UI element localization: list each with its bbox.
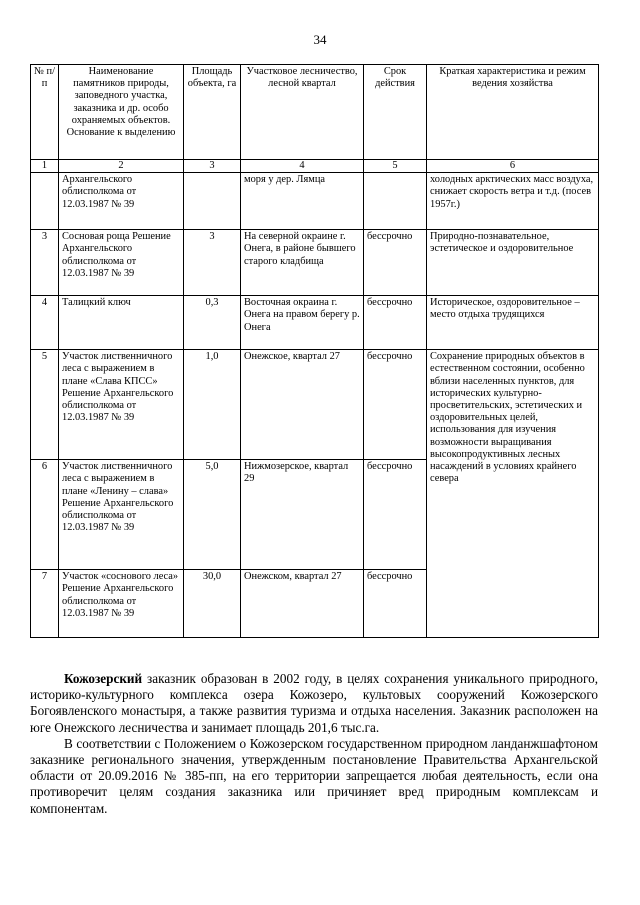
row-number: 3: [31, 230, 59, 296]
paragraph-text: заказник образован в 2002 году, в целях сохранения уникального природного, историко-культурного комплекса озера Кожозеро, культовых сооружений Кожозерского Богоявленского монастыря, а также развития туризма и отдыха населения. Заказник расположен на юге Онежского лесничества и занимает площадь 201,6 тыс.га.: [30, 671, 598, 735]
row-number: 6: [31, 460, 59, 570]
row-description: холодных арктических масс воздуха, снижает скорость ветра и т.д. (посев 1957г.): [427, 173, 599, 230]
paragraph: В соответствии с Положением о Кожозерском государственном природном ланданжшафтоном заказнике регионального значения, утвержденным постановление Правительства Архангельской области от 20.09.2016 № 385-пп, на его территории запрещается любая деятельность, если она противоречит целям создания заказника или причиняет вред природным комплексам и компонентам.: [30, 735, 598, 816]
column-number: 2: [59, 160, 184, 173]
row-forestry: Нижмозерское, квартал 29: [241, 460, 364, 570]
table-row: [31, 350, 599, 460]
row-forestry: Онежское, квартал 27: [241, 350, 364, 460]
page-number: 34: [313, 32, 327, 47]
table-row: [31, 296, 599, 350]
header-term: Срок действия: [364, 65, 427, 160]
row-name: Талицкий ключ: [59, 296, 184, 350]
header-name: Наименование памятников природы, заповедного участка, заказника и др. особо охраняемых объектов. Основание к выделению: [59, 65, 184, 160]
row-term: бессрочно: [364, 460, 427, 570]
row-area: 3: [184, 230, 241, 296]
row-name: Участок «соснового леса» Решение Архангельского облисполкома от 12.03.1987 № 39: [59, 570, 184, 638]
body-text: [30, 671, 598, 817]
column-number: 5: [364, 160, 427, 173]
row-number: 4: [31, 296, 59, 350]
protected-areas-table: [30, 64, 599, 638]
row-area: 0,3: [184, 296, 241, 350]
row-forestry: На северной окраине г. Онега, в районе бывшего старого кладбища: [241, 230, 364, 296]
row-name: Участок лиственничного леса с выражением в плане «Слава КПСС» Решение Архангельского облисполкома от 12.03.1987 № 39: [59, 350, 184, 460]
row-forestry: Восточная окраина г. Онега на правом берегу р. Онега: [241, 296, 364, 350]
row-number: [31, 173, 59, 230]
row-area: 30,0: [184, 570, 241, 638]
row-term: [364, 173, 427, 230]
table-header-row: [31, 65, 599, 160]
column-number: 6: [427, 160, 599, 173]
row-area: [184, 173, 241, 230]
header-number: № п/п: [31, 65, 59, 160]
row-term: бессрочно: [364, 350, 427, 460]
row-number: 7: [31, 570, 59, 638]
row-forestry: Онежском, квартал 27: [241, 570, 364, 638]
row-area: 5,0: [184, 460, 241, 570]
table-row: [31, 230, 599, 296]
row-description: Природно-познавательное, эстетическое и оздоровительное: [427, 230, 599, 296]
row-term: бессрочно: [364, 296, 427, 350]
row-forestry: моря у дер. Лямца: [241, 173, 364, 230]
row-name: Сосновая роща Решение Архангельского облисполкома от 12.03.1987 № 39: [59, 230, 184, 296]
header-area: Площадь объекта, га: [184, 65, 241, 160]
row-term: бессрочно: [364, 570, 427, 638]
column-number: 3: [184, 160, 241, 173]
paragraph: [30, 671, 598, 736]
table-row: [31, 173, 599, 230]
row-number: 5: [31, 350, 59, 460]
row-term: бессрочно: [364, 230, 427, 296]
row-name: Архангельского облисполкома от 12.03.1987 № 39: [59, 173, 184, 230]
header-description: Краткая характеристика и режим ведения хозяйства: [427, 65, 599, 160]
column-number: 4: [241, 160, 364, 173]
merged-description: Сохранение природных объектов в естественном состоянии, особенно вблизи населенных пунктов, для исторических культурно-просветительских, эстетических и оздоровительных целей, использования для изучения возможности выращивания высокопродуктивных лесных насаждений в условиях крайнего севера: [427, 350, 599, 638]
header-forestry: Участковое лесничество, лесной квартал: [241, 65, 364, 160]
row-description: Историческое, оздоровительное – место отдыха трудящихся: [427, 296, 599, 350]
reserve-name: Кожозерский: [64, 671, 143, 686]
row-name: Участок лиственничного леса с выражением в плане «Ленину – слава» Решение Архангельского облисполкома от 12.03.1987 № 39: [59, 460, 184, 570]
row-area: 1,0: [184, 350, 241, 460]
column-number-row: [31, 160, 599, 173]
column-number: 1: [31, 160, 59, 173]
